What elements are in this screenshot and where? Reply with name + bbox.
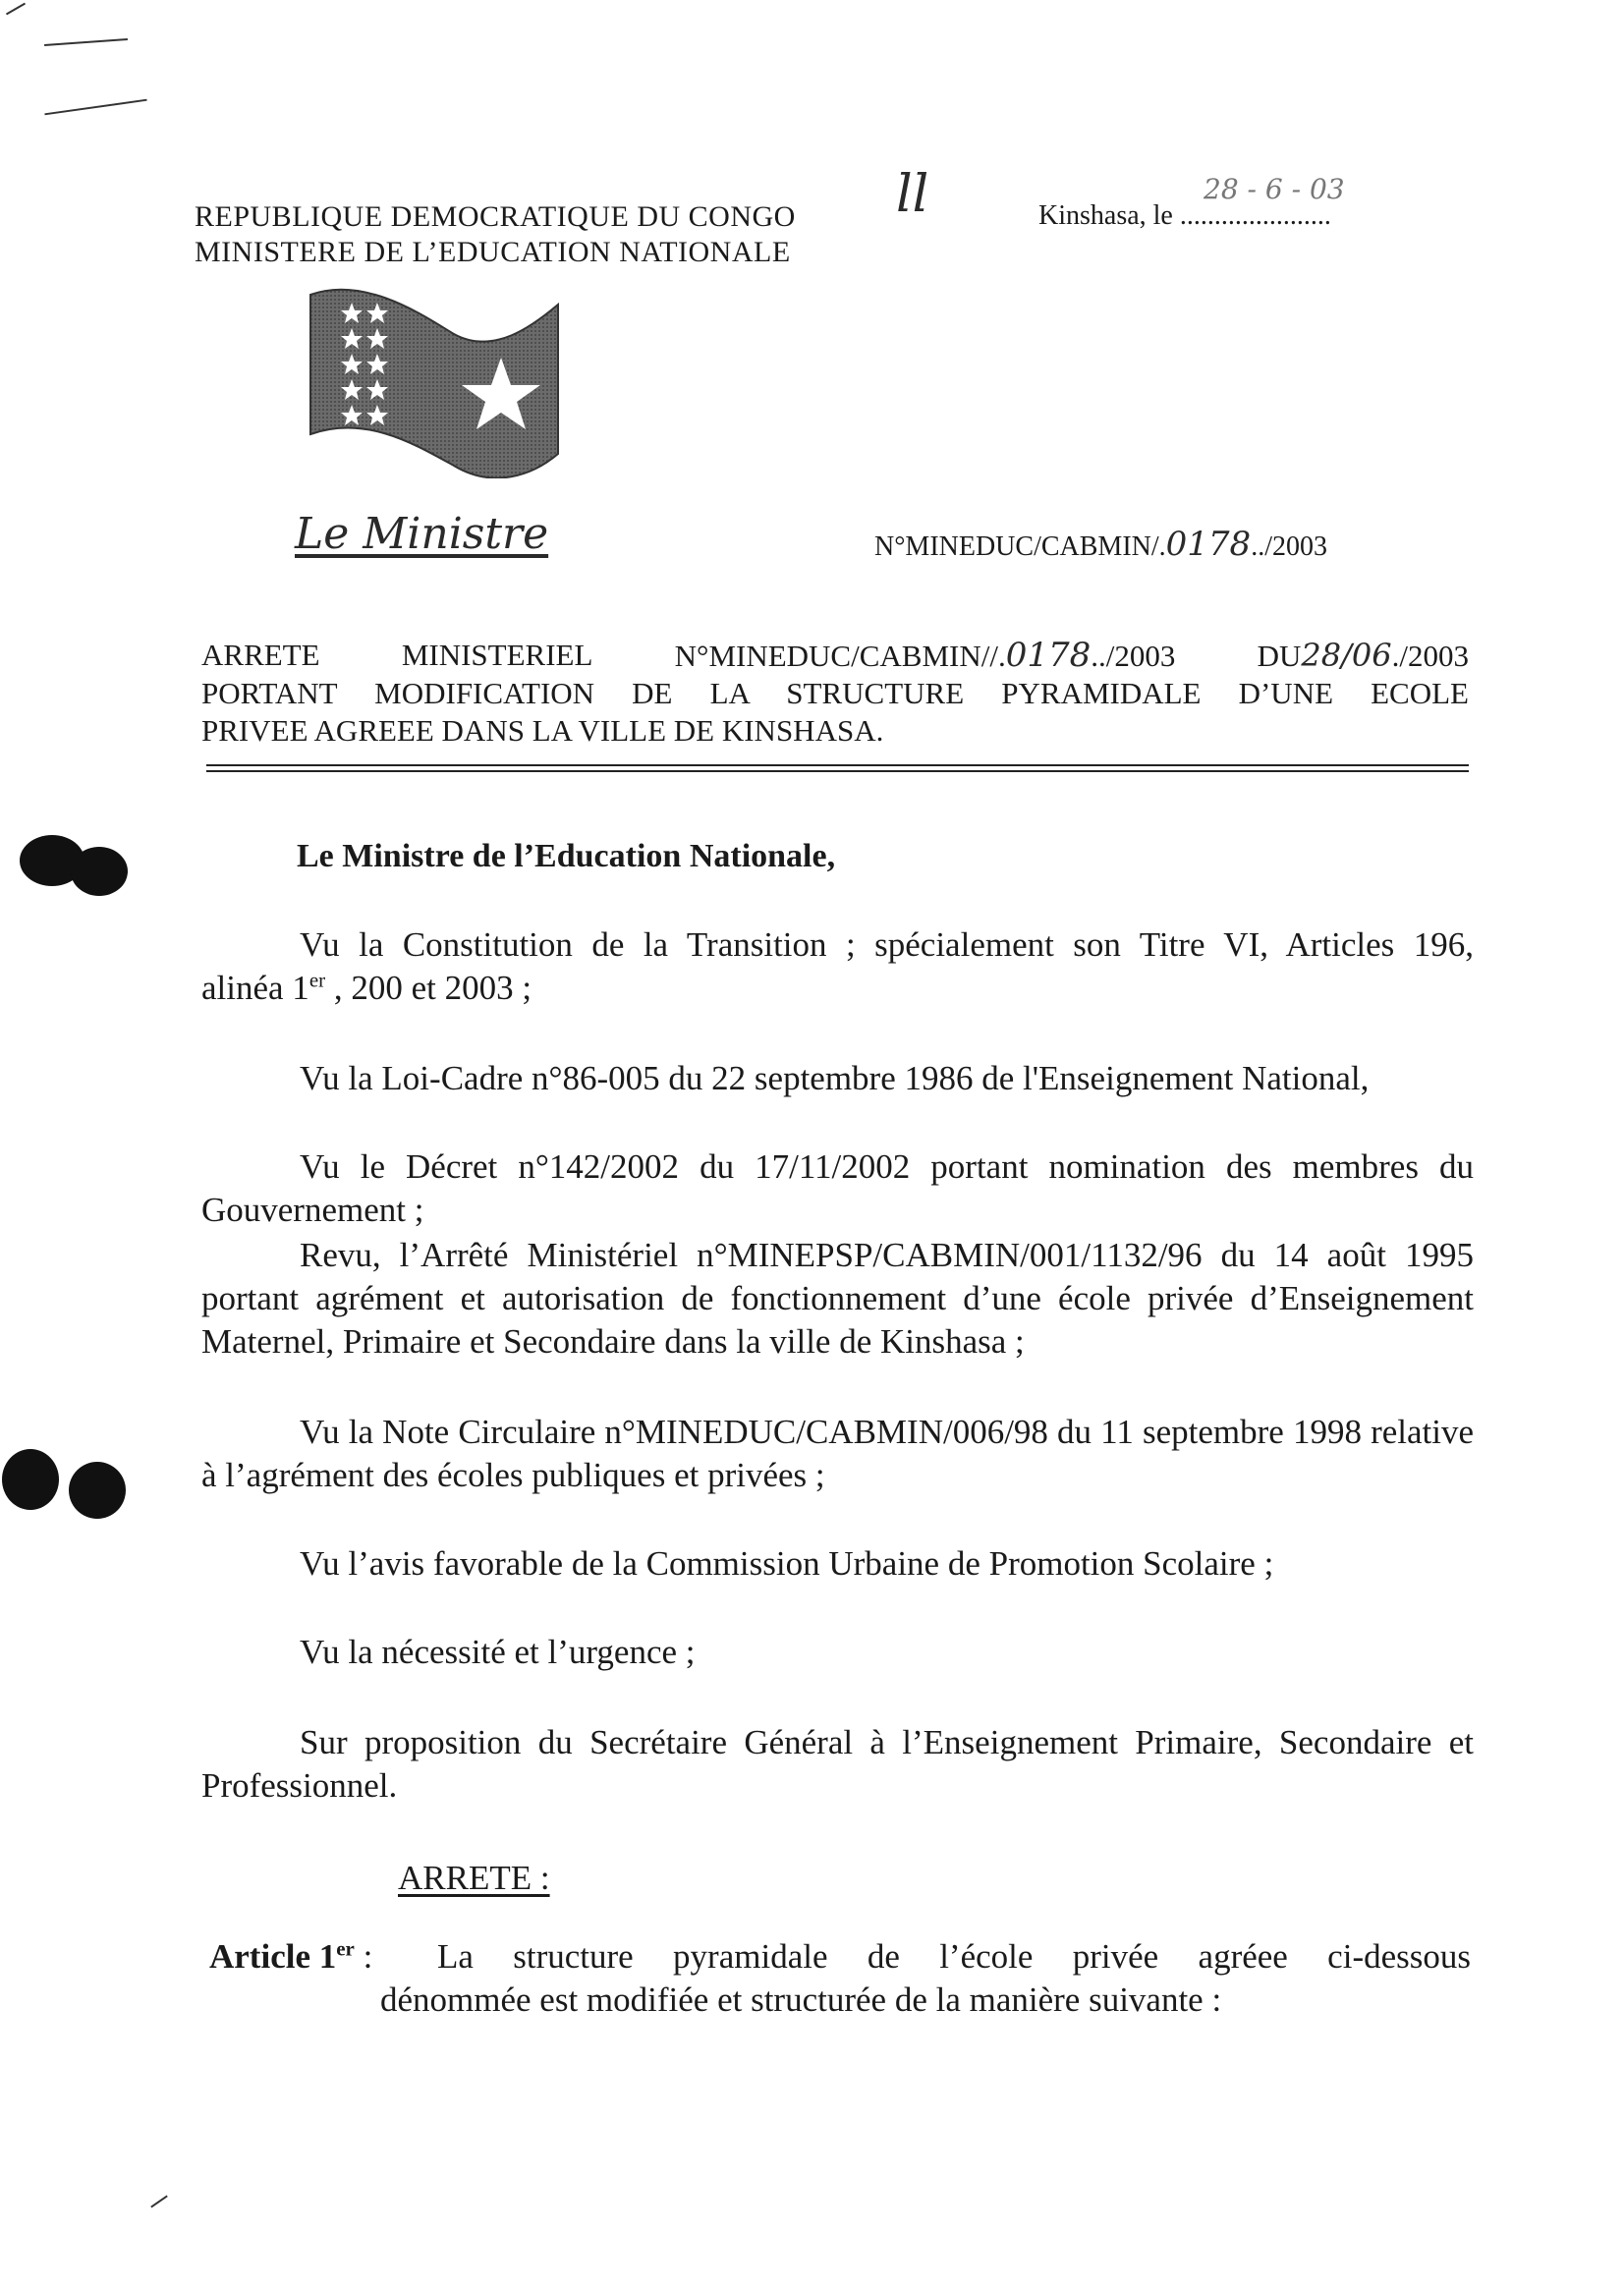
margin-scribble	[44, 99, 146, 116]
paragraph-constitution	[201, 923, 1474, 1010]
para1-line2	[201, 967, 1474, 1010]
title-divider	[206, 764, 1469, 772]
title-date	[1258, 637, 1469, 675]
title-ref-prefix: N°MINEDUC/CABMIN//.	[674, 639, 1006, 673]
title-ref-suffix: ../2003	[1091, 639, 1176, 673]
article-label-sup: er	[336, 1936, 355, 1961]
decree-title-line1	[201, 637, 1469, 675]
title-word: MINISTERIEL	[401, 638, 593, 672]
reference-suffix: ../2003	[1251, 531, 1327, 562]
punch-hole	[71, 847, 128, 896]
title-date-handwritten: 28/06	[1301, 637, 1392, 674]
signature-title: Le Ministre	[295, 509, 549, 559]
margin-scribble	[6, 3, 26, 16]
para1-text-end: , 200 et 2003 ;	[325, 969, 532, 1007]
para1-line1: Vu la Constitution de la Transition ; spécialement son Titre VI, Articles 196,	[300, 925, 1474, 964]
punch-hole	[69, 1462, 126, 1519]
decree-title-line3: PRIVEE AGREEE DANS LA VILLE DE KINSHASA.	[201, 713, 884, 748]
para1-text: alinéa 1	[201, 969, 309, 1007]
decree-title	[201, 637, 1469, 750]
reference-handwritten-number: 0178	[1165, 525, 1252, 564]
title-date-prefix: DU	[1257, 639, 1302, 673]
paragraph-arrete-ministeriel: Revu, l’Arrêté Ministériel n°MINEPSP/CABMIN/001/1132/96 du 14 août 1995 portant agrément et autorisation de fonctionnement d’une école privée d’Enseignement Maternel, Primaire et Secondaire dans la ville de Kinshasa ;	[201, 1236, 1474, 1361]
paragraph-avis-favorable: Vu l’avis favorable de la Commission Urbaine de Promotion Scolaire ;	[300, 1544, 1274, 1583]
paragraph-proposition: Sur proposition du Secrétaire Général à l’Enseignement Primaire, Secondaire et Professionnel.	[201, 1723, 1474, 1805]
para1-sup: er	[308, 968, 326, 992]
paragraph-note-circulaire: Vu la Note Circulaire n°MINEDUC/CABMIN/006/98 du 11 septembre 1998 relative à l’agrément des écoles publiques et privées ;	[201, 1413, 1474, 1494]
article-1-label	[209, 1935, 372, 1979]
paragraph-decret: Vu le Décret n°142/2002 du 17/11/2002 portant nomination des membres du Gouvernement ;	[201, 1147, 1474, 1229]
paragraph-necessite: Vu la nécessité et l’urgence ;	[300, 1633, 696, 1671]
margin-scribble	[44, 38, 128, 46]
punch-hole	[2, 1449, 59, 1510]
decree-title-line2: PORTANT MODIFICATION DE LA STRUCTURE PYRAMIDALE D’UNE ECOLE	[201, 676, 1469, 710]
header-country: REPUBLIQUE DEMOCRATIQUE DU CONGO	[195, 200, 796, 233]
drc-flag-icon	[307, 287, 562, 478]
reference-prefix: N°MINEDUC/CABMIN/.	[874, 531, 1166, 562]
article-1-text-line2: dénommée est modifiée et structurée de la manière suivante :	[380, 1980, 1222, 2019]
margin-scribble	[150, 2195, 168, 2207]
handwritten-initial: ll	[896, 165, 929, 224]
title-word: ARRETE	[201, 638, 320, 672]
title-ref	[675, 637, 1176, 675]
decision-heading: ARRETE :	[398, 1859, 550, 1897]
article-label-colon: :	[354, 1937, 373, 1976]
title-date-suffix: ./2003	[1391, 639, 1469, 673]
article-1-text-line1: La structure pyramidale de l’école privée agréee ci-dessous	[437, 1937, 1471, 1976]
handwritten-date: 28 - 6 - 03	[1204, 173, 1345, 205]
place-date-dots: ......................	[1179, 200, 1331, 231]
paragraph-loi-cadre: Vu la Loi-Cadre n°86-005 du 22 septembre 1986 de l'Enseignement National,	[300, 1059, 1370, 1097]
article-label-text: Article 1	[209, 1937, 337, 1976]
title-ref-number: 0178	[1005, 636, 1092, 675]
header-ministry: MINISTERE DE L’EDUCATION NATIONALE	[195, 236, 791, 268]
reference-number	[874, 525, 1327, 564]
addressee: Le Ministre de l’Education Nationale,	[297, 838, 836, 874]
place-date-label: Kinshasa, le	[1038, 200, 1173, 231]
